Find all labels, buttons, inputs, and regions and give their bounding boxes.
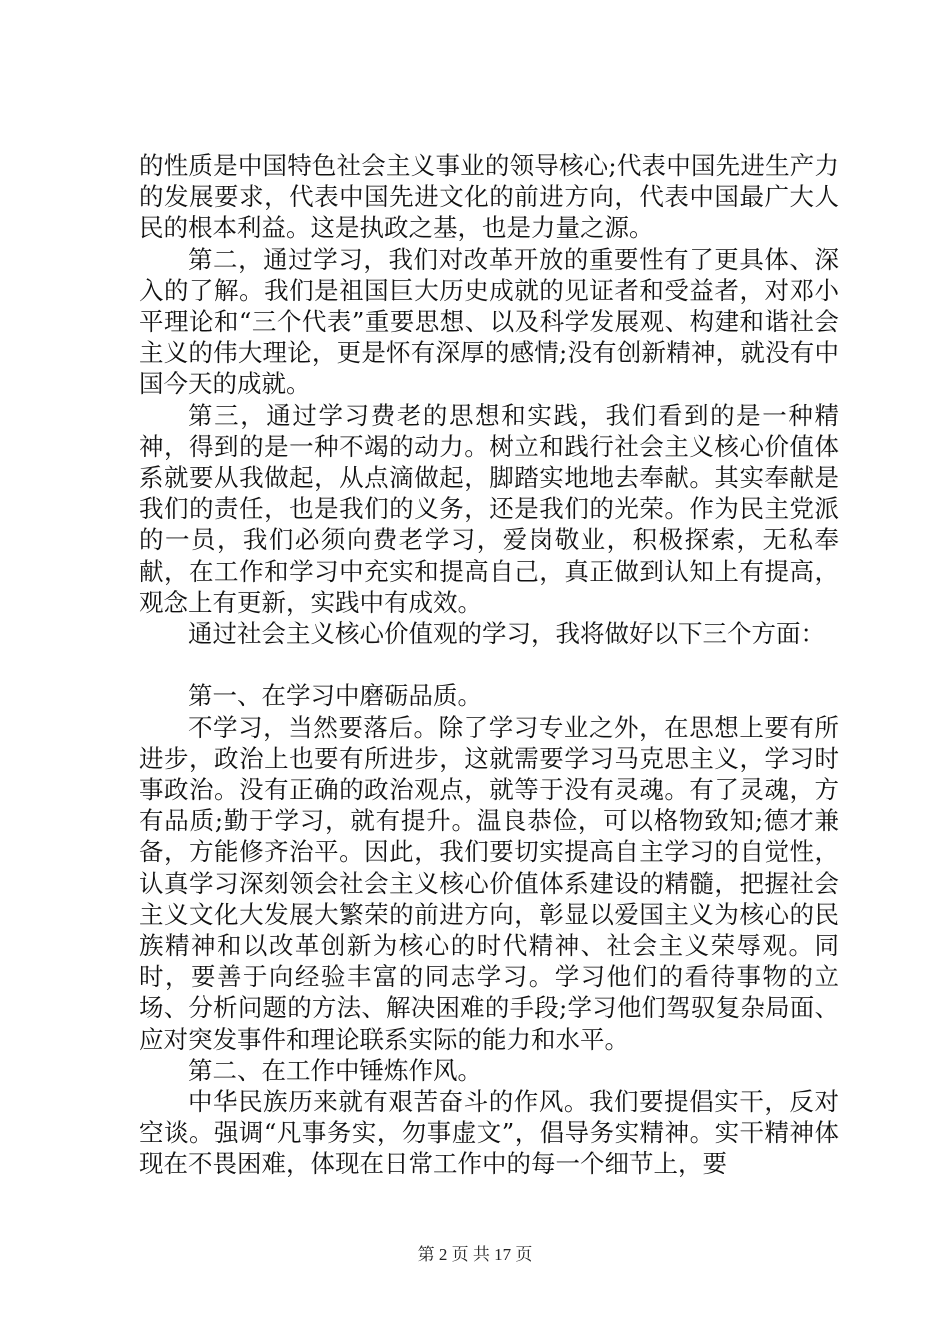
page-footer: 第 2 页 共 17 页 bbox=[417, 1245, 533, 1264]
document-body bbox=[139, 150, 839, 1180]
heading-study: 第一、在学习中磨砺品质。 bbox=[188, 681, 482, 711]
paragraph-intro-three-aspects: 通过社会主义核心价值观的学习，我将做好以下三个方面： bbox=[188, 619, 825, 649]
heading-work: 第二、在工作中锤炼作风。 bbox=[188, 1055, 482, 1085]
paragraph-second-point: 第二，通过学习，我们对改革开放的重要性有了更具体、深入的了解。我们是祖国巨大历史成就的见证者和受益者，对邓小平理论和“三个代表”重要思想、以及科学发展观、构建和谐社会主义的伟大理论，更是怀有深厚的感情;没有创新精神，就没有中国今天的成就。 bbox=[139, 244, 839, 399]
paragraph-third-point: 第三，通过学习费老的思想和实践，我们看到的是一种精神，得到的是一种不竭的动力。树立和践行社会主义核心价值体系就要从我做起，从点滴做起，脚踏实地地去奉献。其实奉献是我们的责任，也是我们的义务，还是我们的光荣。作为民主党派的一员，我们必须向费老学习，爱岗敬业，积极探索，无私奉献，在工作和学习中充实和提高自己，真正做到认知上有提高，观念上有更新，实践中有成效。 bbox=[139, 400, 839, 617]
paragraph-study: 不学习，当然要落后。除了学习专业之外，在思想上要有所进步，政治上也要有所进步，这就需要学习马克思主义，学习时事政治。没有正确的政治观点，就等于没有灵魂。有了灵魂，方有品质;勤于学习，就有提升。温良恭俭，可以格物致知;德才兼备，方能修齐治平。因此，我们要切实提高自主学习的自觉性，认真学习深刻领会社会主义核心价值体系建设的精髓，把握社会主义文化大发展大繁荣的前进方向，彰显以爱国主义为核心的民族精神和以改革创新为核心的时代精神、社会主义荣辱观。同时，要善于向经验丰富的同志学习。学习他们的看待事物的立场、分析问题的方法、解决困难的手段;学习他们驾驭复杂局面、应对突发事件和理论联系实际的能力和水平。 bbox=[139, 712, 839, 1054]
paragraph-continuation: 的性质是中国特色社会主义事业的领导核心;代表中国先进生产力的发展要求，代表中国先进文化的前进方向，代表中国最广大人民的根本利益。这是执政之基，也是力量之源。 bbox=[139, 151, 839, 243]
paragraph-work: 中华民族历来就有艰苦奋斗的作风。我们要提倡实干，反对空谈。强调“凡事务实，勿事虚文”，倡导务实精神。实干精神体现在不畏困难，体现在日常工作中的每一个细节上，要 bbox=[139, 1087, 839, 1179]
blank-line bbox=[139, 649, 839, 680]
